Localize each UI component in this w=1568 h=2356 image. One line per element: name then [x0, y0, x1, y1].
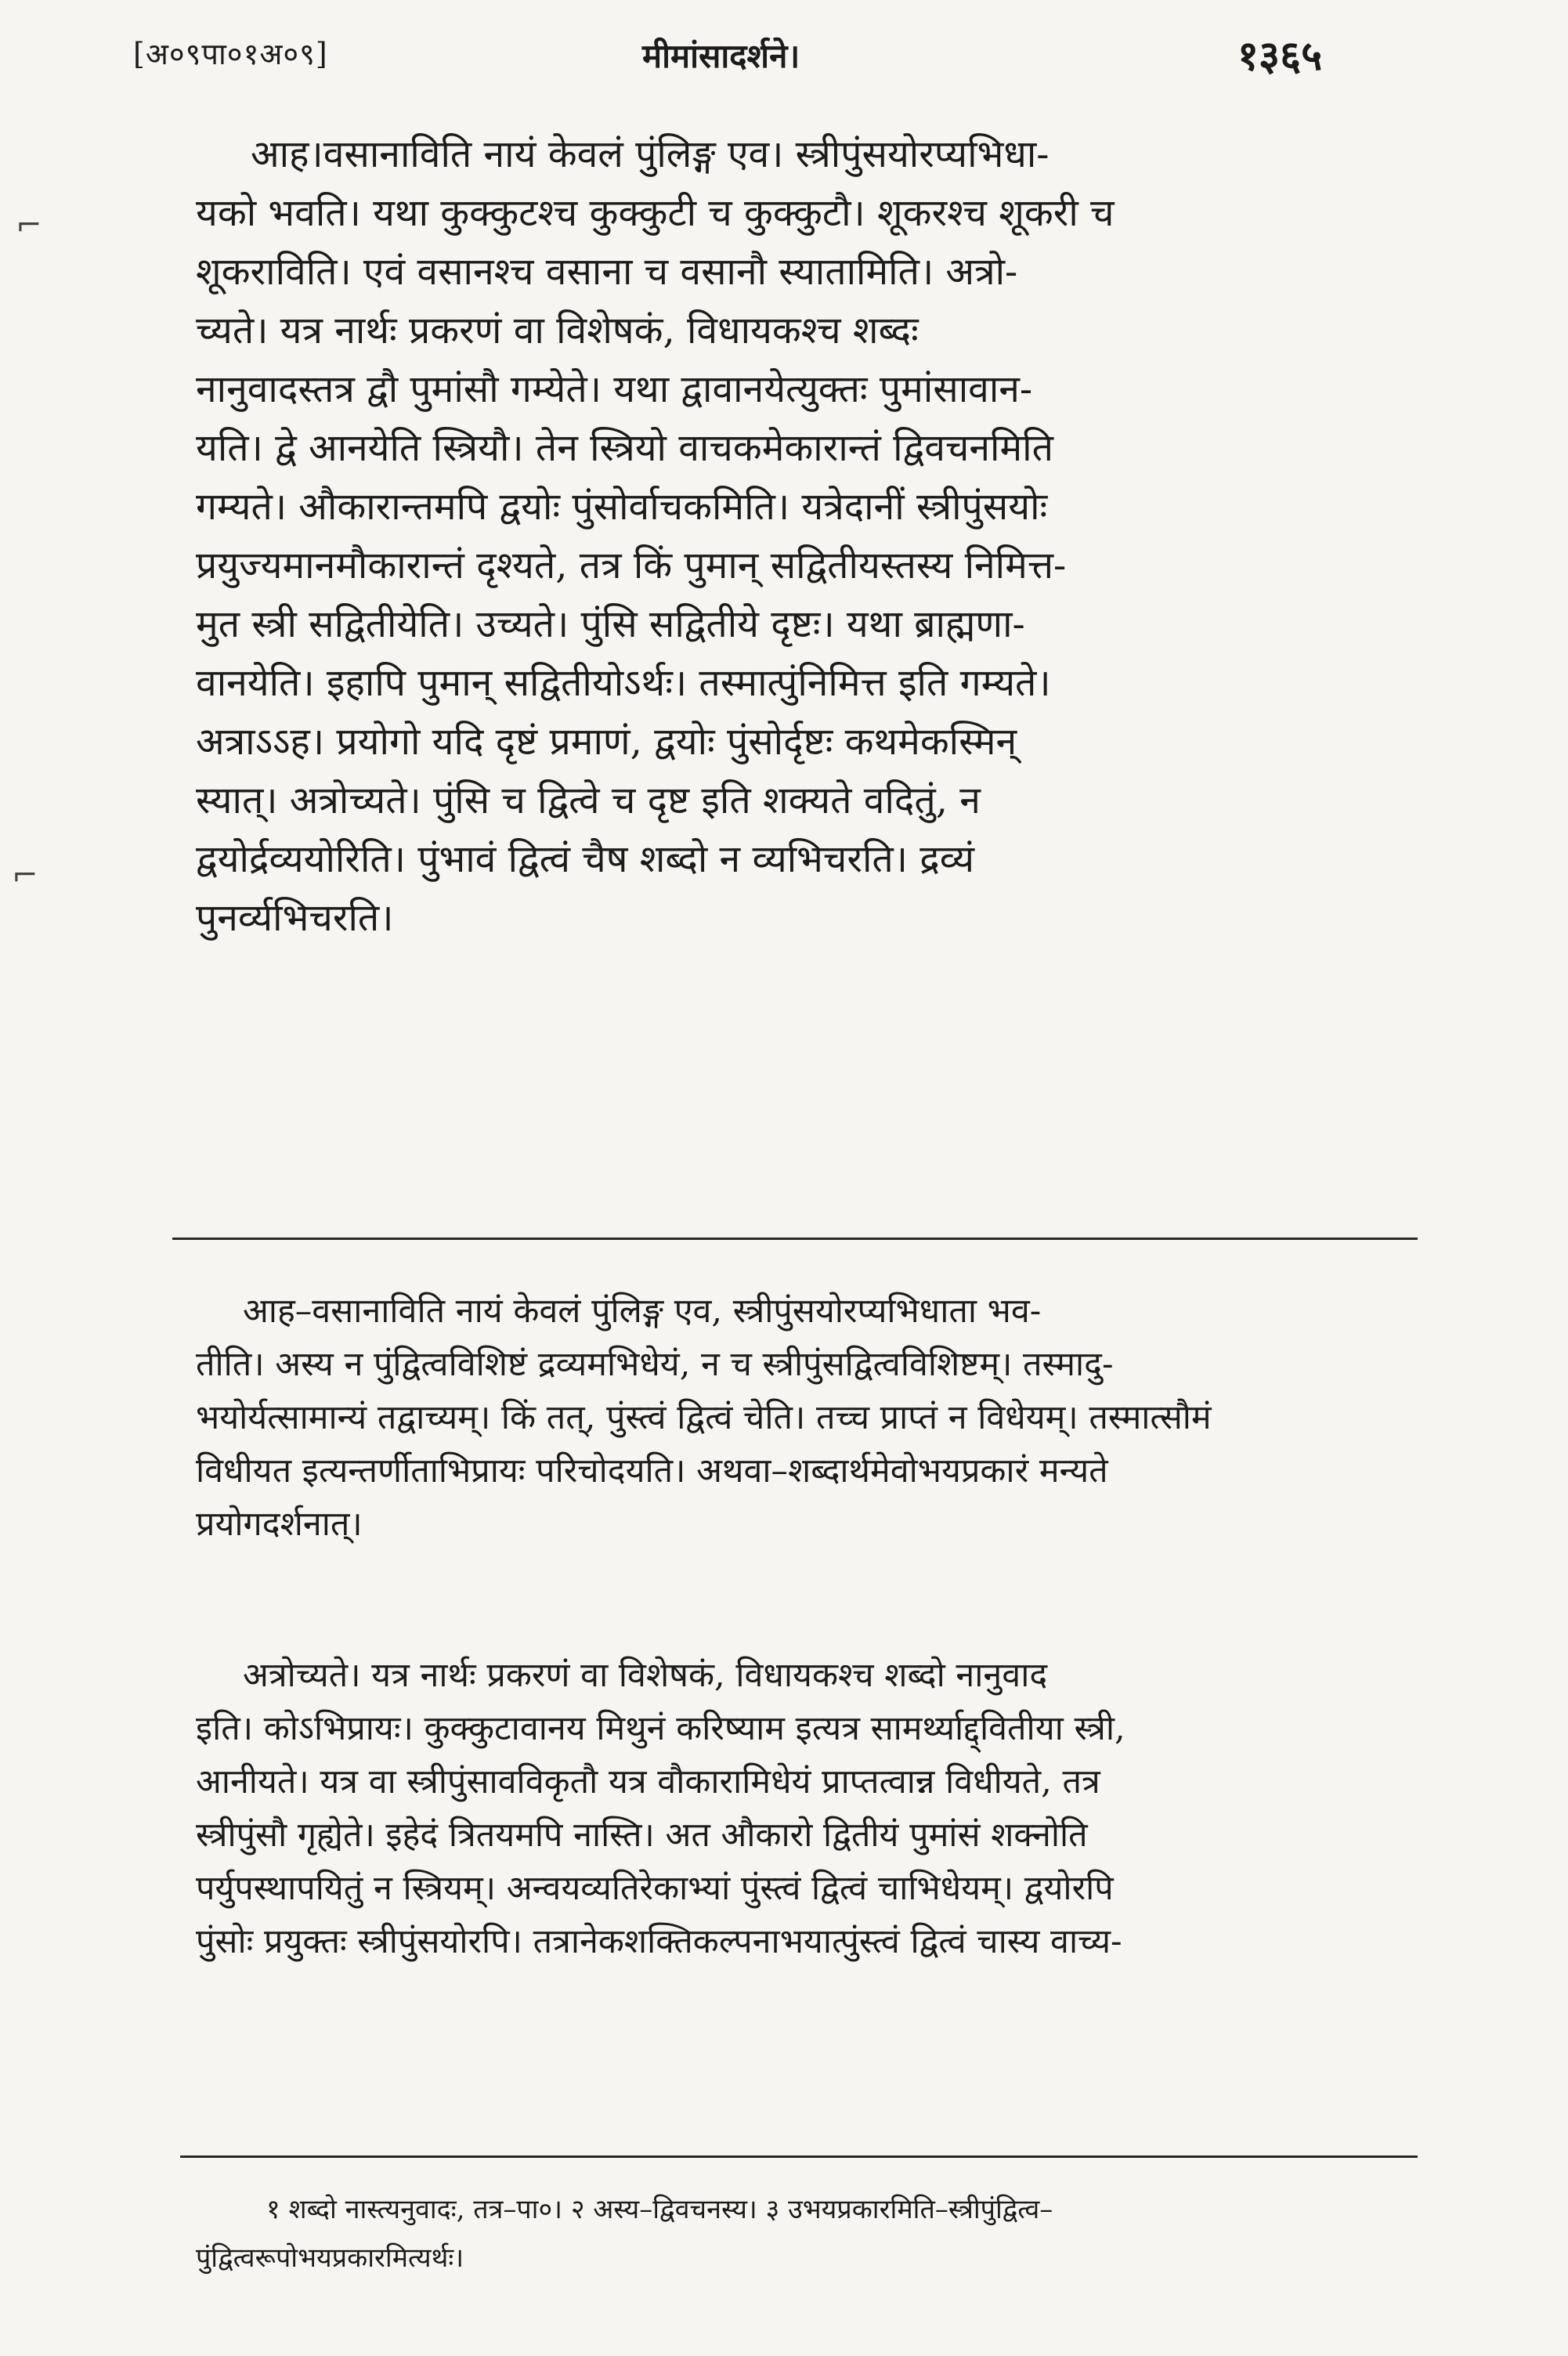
margin-mark: ⌐ — [16, 208, 42, 244]
text-line: वानयेति। इहापि पुमान् सद्वितीयोऽर्थः। तस्मात्पुंनिमित्त इति गम्यते। — [196, 661, 1051, 705]
text-line: तीति। अस्य न पुंद्वित्वविशिष्टं द्रव्यमभिधेयं, न च स्त्रीपुंसद्वित्वविशिष्टम्। तस्मादु- — [196, 1345, 1114, 1384]
text-line: विधीयत इत्यन्तर्णीताभिप्रायः परिचोदयति। अथवा–शब्दार्थमेवोभयप्रकारं मन्यते — [196, 1451, 1108, 1491]
text-line: अत्रोच्यते। यत्र नार्थः प्रकरणं वा विशेषकं, विधायकश्च शब्दो नानुवाद — [243, 1656, 1048, 1695]
page-title: मीमांसादर्शने। — [642, 37, 800, 75]
text-line: स्यात्। अत्रोच्यते। पुंसि च द्वित्वे च दृष्ट इति शक्यते वदितुं, न — [196, 779, 981, 822]
page-number: १३६५ — [1237, 32, 1323, 80]
footnote-divider — [180, 2155, 1418, 2158]
text-line: आनीयते। यत्र वा स्त्रीपुंसावविकृतौ यत्र वौकारामिधेयं प्राप्तत्वान्न विधीयते, तत्र — [196, 1762, 1100, 1801]
text-line: द्वयोर्द्रव्ययोरिति। पुंभावं द्वित्वं चैष शब्दो न व्यभिचरति। द्रव्यं — [196, 837, 974, 881]
text-line: मुत स्त्री सद्वितीयेति। उच्यते। पुंसि सद्वितीये दृष्टः। यथा ब्राह्मणा- — [196, 602, 1025, 646]
text-line: भयोर्यत्सामान्यं तद्वाच्यम्। किं तत्, पुंस्त्वं द्वित्वं चेति। तच्च प्राप्तं न विधेयम्। तस्मात्सौमं — [196, 1398, 1212, 1437]
text-line: प्रयुज्यमानमौकारान्तं दृश्यते, तत्र किं पुमान् सद्वितीयस्तस्य निमित्त- — [196, 544, 1067, 587]
section-divider — [172, 1238, 1418, 1240]
text-line: प्रयोगदर्शनात्। — [196, 1505, 363, 1544]
text-line: आह।वसानाविति नायं केवलं पुंलिङ्ग एव। स्त्रीपुंसयोरप्यभिधा- — [251, 132, 1050, 176]
text-line: नानुवादस्तत्र द्वौ पुमांसौ गम्येते। यथा द्वावानयेत्युक्तः पुमांसावान- — [196, 367, 1033, 411]
text-line: पुनर्व्यभिचरति। — [196, 896, 394, 940]
text-line: शूकराविति। एवं वसानश्च वसाना च वसानौ स्यातामिति। अत्रो- — [196, 250, 1018, 294]
text-line: इति। कोऽभिप्रायः। कुक्कुटावानय मिथुनं करिष्याम इत्यत्र सामर्थ्याद्द्वितीया स्त्री, — [196, 1709, 1125, 1748]
footnote-line: १ शब्दो नास्त्यनुवादः, तत्र–पा०। २ अस्य–द्विवचनस्य। ३ उभयप्रकारमिति–स्त्रीपुंद्वित्व– — [266, 2194, 1053, 2225]
commentary-block-2 — [196, 1649, 1418, 1968]
margin-mark: ⌐ — [12, 858, 38, 894]
text-line: आह–वसानाविति नायं केवलं पुंलिङ्ग एव, स्त्रीपुंसयोरप्यभिधाता भव- — [243, 1292, 1042, 1331]
text-line: यति। द्वे आनयेति स्त्रियौ। तेन स्त्रियो वाचकमेकारान्तं द्विवचनमिति — [196, 426, 1053, 470]
text-line: यको भवति। यथा कुक्कुटश्च कुक्कुटी च कुक्कुटौ। शूकरश्च शूकरी च — [196, 191, 1115, 235]
mula-text-block — [196, 125, 1418, 948]
text-line: स्त्रीपुंसौ गृह्येते। इहेदं त्रितयमपि नास्ति। अत औकारो द्वितीयं पुमांसं शक्नोति — [196, 1816, 1088, 1855]
footnotes — [196, 2185, 1418, 2282]
page-header — [0, 23, 1568, 94]
section-reference: [अ०९पा०१अ०९] — [133, 37, 328, 71]
commentary-block-1 — [196, 1285, 1418, 1551]
text-line: पुंसोः प्रयुक्तः स्त्रीपुंसयोरपि। तत्रानेकशक्तिकल्पनाभयात्पुंस्त्वं द्वित्वं चास्य वाच्य- — [196, 1922, 1122, 1961]
text-line: च्यते। यत्र नार्थः प्रकरणं वा विशेषकं, विधायकश्च शब्दः — [196, 309, 919, 352]
text-line: पर्युपस्थापयितुं न स्त्रियम्। अन्वयव्यतिरेकाभ्यां पुंस्त्वं द्वित्वं चाभिधेयम्। द्वयोरपि — [196, 1869, 1114, 1908]
text-line: गम्यते। औकारान्तमपि द्वयोः पुंसोर्वाचकमिति। यत्रेदानीं स्त्रीपुंसयोः — [196, 485, 1048, 529]
text-line: अत्राऽऽह। प्रयोगो यदि दृष्टं प्रमाणं, द्वयोः पुंसोर्दृष्टः कथमेकस्मिन् — [196, 720, 1017, 764]
footnote-line: पुंद्वित्वरूपोभयप्रकारमित्यर्थः। — [196, 2242, 464, 2274]
